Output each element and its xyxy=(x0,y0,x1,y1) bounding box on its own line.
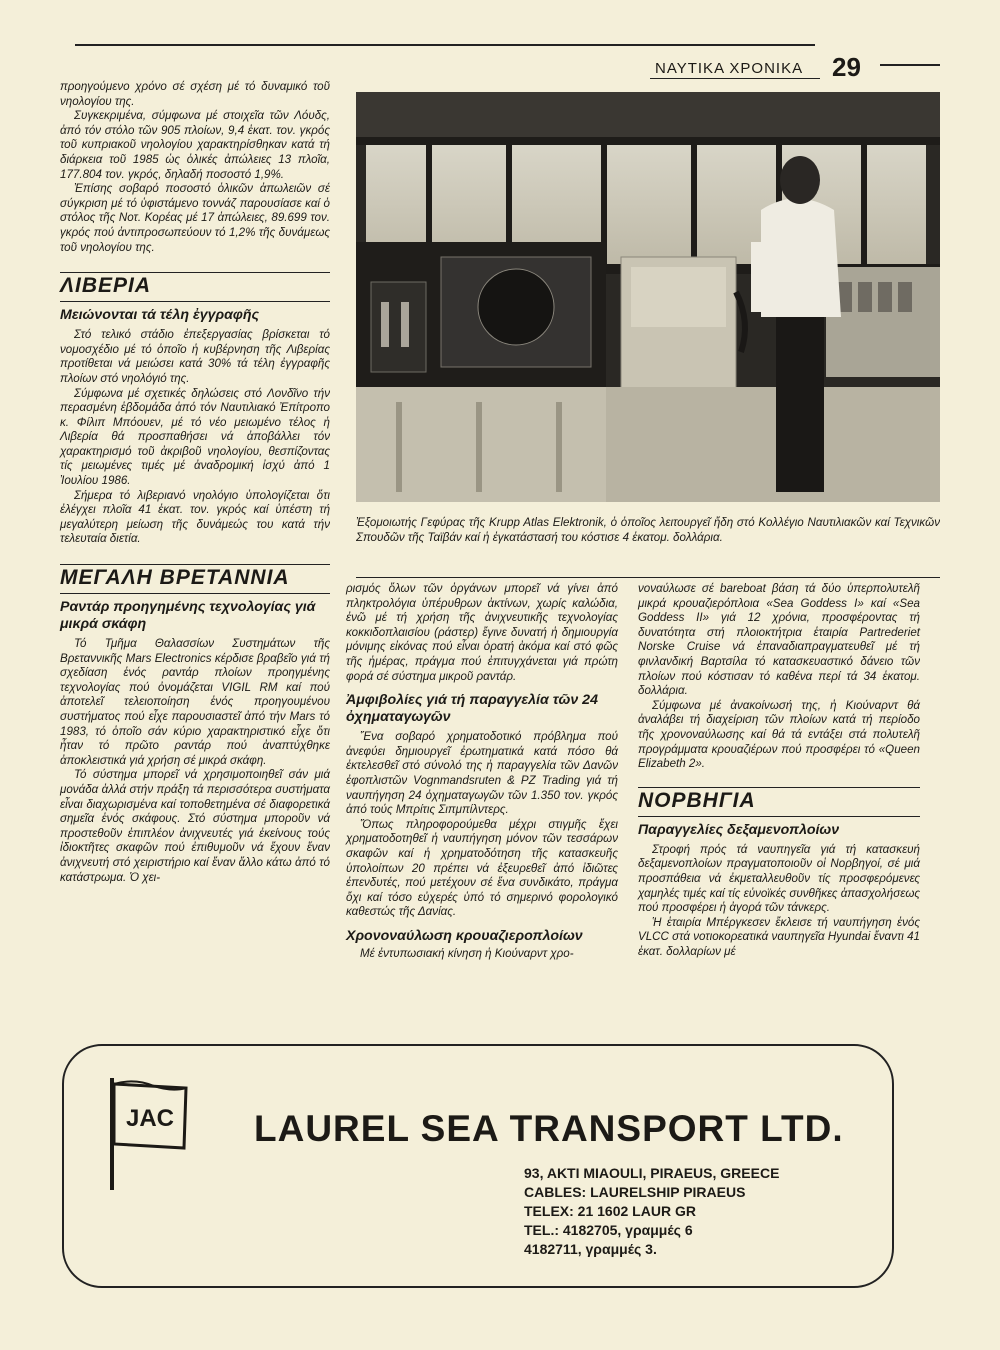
article-paragraph: Ἡ ἑταιρία Μπέργκεσεν ἔκλεισε τή ναυπήγηση ἑνός VLCC στά νοτιοκορεατικά ναυπηγεῖα Hyundai ἔναντι 41 ἑκατ. δολλαρίων μέ xyxy=(638,915,920,958)
article-paragraph: Τό σύστημα μπορεῖ νά χρησιμοποιηθεῖ σάν μιά μονάδα ἀλλά στήν πράξη τά περισσότερα συστήματα εἶναι διαχωρισμένα καί τοποθετημένα σέ διαφορετικά σημεῖα ἑνός σκάφους. Στό σύστημα μποροῦν νά προστεθοῦν ἐπιπλέον ἀνιχνευτές γιά ἐκείνους τούς ἰδιοκτῆτες σκαφῶν πού ἐπιθυμοῦν νά ἔχουν ἕναν ἀνιχνευτή στό χειριστήριο καί ἕναν ἄλλο κάτω ἀπό τό κατάστρωμα. Ὁ χει- xyxy=(60,768,330,884)
article-paragraph: Στό τελικό στάδιο ἐπεξεργασίας βρίσκεται τό νομοσχέδιο μέ τό ὁποῖο ἡ κυβέρνηση τῆς Λιβερίας προτίθεται νά μειώσει κατά 30% τά τέλη ἐγγραφῆς πλοίων στό νηολόγιό της. xyxy=(60,328,330,385)
article-paragraph: Τό Τμῆμα Θαλασσίων Συστημάτων τῆς Βρεταννικῆς Mars Electronics κέρδισε βραβεῖο γιά τή σχεδίαση ἑνός ραντάρ πλοίων προηγμένης τεχνολογίας πού ὀνομάζεται VIGIL RM καί πού ἀποτελεῖ τελειοποίηση ἑνός προηγουμένου συστήματος πού εἶχε παρουσιαστεῖ ἀπό τήν Mars τό 1983, τό ὁποῖο σάν κύριο χαρακτηριστικό εἶχε ὅτι ἦταν τό πρῶτο ραντάρ πού ἀναπτύχθηκε ἀποκλειστικά γιά χρήση σέ μικρά σκάφη. xyxy=(60,637,330,767)
magazine-title: ΝΑΥΤΙΚΑ ΧΡΟΝΙΚΑ xyxy=(655,60,804,77)
article-paragraph: Στροφή πρός τά ναυπηγεῖα γιά τή κατασκευή δεξαμενοπλοίων πραγματοποιοῦν οἱ Νορβηγοί, σέ μιά προσπάθεια νά ἐκμεταλλευθοῦν τίς προσφερόμενες χαμηλές τιμές καί τίς εὐνοϊκές συνθῆκες ἀπασχολήσεως πού προσφέρει ἡ ἀγορά τῶν τάνκερς. xyxy=(638,842,920,915)
subheading-britain: Ραντάρ προηγημένης τεχνολογίας γιά μικρά σκάφη xyxy=(60,599,316,633)
section-title: ΛΙΒΕΡΙΑ xyxy=(60,274,152,298)
intro-paragraph: προηγούμενο χρόνο σέ σχέση μέ τό δυναμικό τοῦ νηολογίου της. xyxy=(60,80,330,108)
address-line: 93, AKTI MIAOULI, PIRAEUS, GREECE xyxy=(524,1165,780,1181)
bridge-simulator-photo xyxy=(356,92,940,502)
article-paragraph: Ὅπως πληροφορούμεθα μέχρι στιγμῆς ἔχει χρηματοδοτηθεῖ ἡ ναυπήγηση μόνον τῶν τεσσάρων σκαφῶν καί ἡ χρηματοδότηση τῆς κατασκευῆς ὑπολοίπων 20 πρέπει νά ἐξευρεθεῖ ἀπό ἰδιῶτες ἐπενδυτές, πού μετέχουν σέ ἕνα συνδικάτο, πράγμα ὄχι καί τόσο εὐχερές ὑπό τό σημερινό φορολογικό καθεστώς τῆς Δανίας. xyxy=(346,817,618,919)
cables-line: CABLES: LAURELSHIP PIRAEUS xyxy=(524,1184,746,1200)
photo-caption: Ἐξομοιωτής Γεφύρας τῆς Krupp Atlas Elektronik, ὁ ὁποῖος λειτουργεῖ ἤδη στό Κολλέγιο Ναυτιλιακῶν καί Τεχνικῶν Σπουδῶν τῆς Ταϊβάν καί ἡ ἐγκατάστασή του κόστισε 4 ἑκατομ. δολλάρια. xyxy=(356,516,940,544)
section-heading-britain xyxy=(60,565,330,594)
subheading-cruise: Χρονοναύλωση κρουαζιεροπλοίων xyxy=(346,927,583,944)
section-heading-norway xyxy=(638,788,920,817)
tel-line: TEL.: 4182705, γραμμές 6 xyxy=(524,1222,693,1238)
intro-paragraph: Ἐπίσης σοβαρό ποσοστό ὁλικῶν ἀπωλειῶν σέ σύγκριση μέ τό ὑφιστάμενο τοννάζ παρουσίασε καί ὁ στόλος τῆς Νοτ. Κορέας μέ 17 ἀπώλειες, 89.699 τον. γκρός πού ἀντιπροσωπεύουν τό 1,2% τῆς δυνάμεως τοῦ νηολογίου της. xyxy=(60,182,330,254)
article-paragraph: Σύμφωνα μέ ἀνακοίνωσή της, ἡ Κιούναρντ θά ἀναλάβει τή διαχείριση τῶν πλοίων κατά τή περίοδο τῆς χρονοναύλωσης καί θά τά εντάξει στά πολυτελῆ προγράμματα κρουαζιέρων πού προσφέρει τό «Queen Elizabeth 2». xyxy=(638,698,920,771)
header-rule-left xyxy=(75,44,815,46)
subheading-norway: Παραγγελίες δεξαμενοπλοίων xyxy=(638,821,840,838)
subheading-ferries: Ἀμφιβολίες γιά τή παραγγελία τῶν 24 ὀχηματαγωγῶν xyxy=(346,692,598,726)
article-paragraph: Σύμφωνα μέ σχετικές δηλώσεις στό Λονδῖνο τήν περασμένη ἑβδομάδα ἀπό τόν Ναυτιλιακό Ἐπίτροπο κ. Φίλιπ Μπόουεν, μέ τό νέο μειωμένο τέλος ἡ Λιβερία θά προσπαθήσει νά ἀποβάλλει τόν χαρακτηρισμό τοῦ ἀκριβοῦ νηολογίου, θεσπίζοντας τίς μειωμένες τιμές μέ ἀναδρομική ἰσχύ ἀπό 1 Ἰουλίου 1986. xyxy=(60,386,330,488)
logo-text: JAC xyxy=(125,1105,175,1132)
page-number: 29 xyxy=(832,52,861,82)
caption-rule xyxy=(356,577,940,578)
section-title: ΝΟΡΒΗΓΙΑ xyxy=(638,788,756,812)
article-paragraph: Μέ ἐντυπωσιακή κίνηση ἡ Κιούναρντ χρο- xyxy=(360,946,574,960)
header-rule-right xyxy=(880,64,940,66)
header-rule-under-title xyxy=(650,78,820,79)
column-left xyxy=(60,80,330,885)
advertisement-box xyxy=(62,1044,894,1288)
subheading-liberia: Μειώνονται τά τέλη ἐγγραφῆς xyxy=(60,307,260,324)
article-paragraph: Σήμερα τό λιβεριανό νηολόγιο ὑπολογίζεται ὅτι ἐλέγχει πλοῖα 41 ἑκατ. τον. γκρός καί ὑπέστη τή μεγαλύτερη μείωση τῆς δυνάμεώς του κατά τήν τελευταία διετία. xyxy=(60,488,330,546)
company-name: LAUREL SEA TRANSPORT LTD. xyxy=(254,1108,844,1149)
article-paragraph: ρισμός ὅλων τῶν ὀργάνων μπορεῖ νά γίνει ἀπό πληκτρολόγια ὑπέρυθρων ἀκτίνων, χωρίς καλώδια, ἐνῶ μέ τή χρήση τῆς ἀνιχνευτικῆς τεχνολογίας κοκκιδοπλαισίου (ράστερ) ἔγινε δυνατή ἡ δημιουργία μόνιμης εἰκόνας πού εἶναι ὁρατή ἀκόμα καί στό φῶς τῆς ἡμέρας, πράγμα πού ἐπιτυγχάνεται γιά πρώτη φορά σέ σύστημα μικροῦ ραντάρ. xyxy=(346,582,618,683)
column-middle xyxy=(346,582,618,961)
tel-line-2: 4182711, γραμμές 3. xyxy=(524,1241,657,1257)
company-contact-block xyxy=(524,1164,779,1259)
intro-paragraph: Συγκεκριμένα, σύμφωνα μέ στοιχεῖα τῶν Λόυδς, ἀπό τόν στόλο τῶν 905 πλοίων, 9,4 ἑκατ. τον. γκρός τοῦ κυπριακοῦ νηολογίου χαρακτηρίσθηκαν κατά τή διάρκεια τοῦ 1985 ὡς ὁλικές ἀπώλειες 13 πλοῖα, 177.804 τον. γκρός, δηλαδή ποσοστό 1,9%. xyxy=(60,109,330,181)
company-flag-logo xyxy=(104,1074,194,1194)
article-paragraph: Ἕνα σοβαρό χρηματοδοτικό πρόβλημα πού ἀνεφύει δημιουργεῖ ἐρωτηματικά κατά πόσο θά ἐκτελεσθεῖ στό σύνολό της ἡ παραγγελία τῶν Δανῶν ἐφοπλιστῶν Vognmandsruten & PZ Trading γιά τή ναυπήγηση 24 ὀχηματαγωγῶν τῶν 1.350 τον. γκρός ἀπό τούς Μπρίτις Σιπμπίλντερς. xyxy=(346,730,618,817)
telex-line: TELEX: 21 1602 LAUR GR xyxy=(524,1203,696,1219)
section-title: ΜΕΓΑΛΗ ΒΡΕΤΑΝΝΙΑ xyxy=(60,566,290,590)
photo-illustration xyxy=(356,92,940,502)
article-paragraph: νοναύλωσε σέ bareboat βάση τά δύο ὑπερπολυτελῆ μικρά κρουαζιερόπλοια «Sea Goddess I» καί «Sea Goddess II» γιά 12 χρόνια, προσφέροντας τή δυνατότητα στή πλοιοκτήτρια ἑταιρία Partrederiet Norske Cruise νά ἐπαναδιαπραγματευθεῖ μέ τή φινλανδική Βαρτσίλα τό κατασκευαστικό δάνειο τῶν πλοίων πού κόστισαν τό καθένα περί τά 34 ἑκατομ. δολλάρια. xyxy=(638,582,920,698)
section-heading-liberia xyxy=(60,273,330,302)
column-right xyxy=(638,582,920,959)
